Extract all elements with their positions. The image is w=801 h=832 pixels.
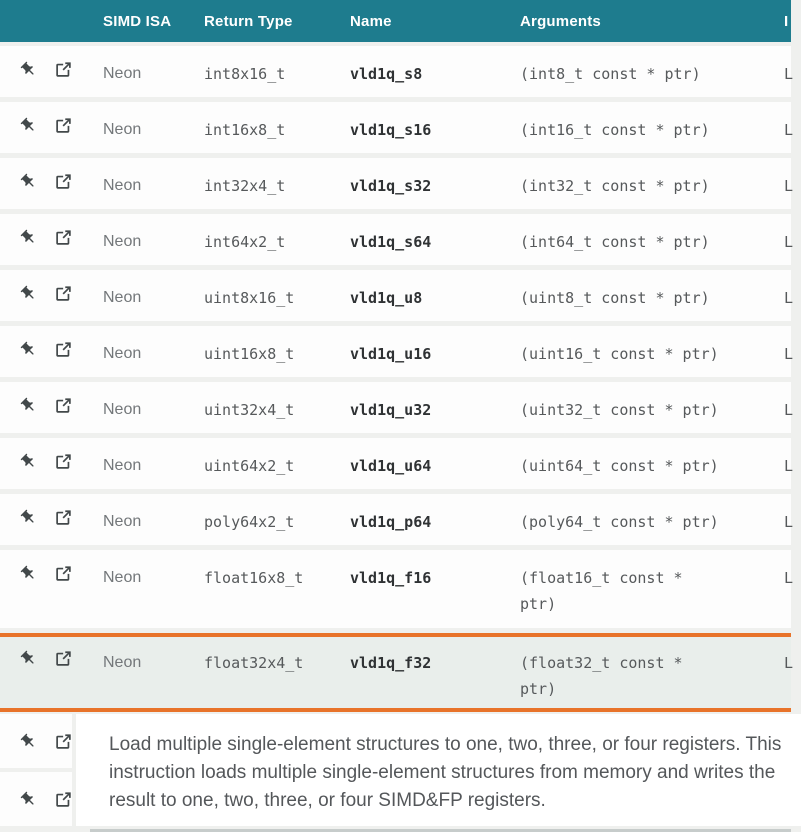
- pin-icon[interactable]: [19, 284, 37, 302]
- arguments-cell: (float16_t const * ptr): [520, 569, 683, 613]
- return-type-cell: int8x16_t: [204, 65, 286, 83]
- column-header-name: Name: [350, 12, 392, 30]
- instruction-cell-partial: L: [784, 401, 794, 419]
- instruction-cell-partial: L: [784, 513, 794, 531]
- arguments-cell: (float32_t const * ptr): [520, 654, 683, 698]
- description-panel: [76, 714, 801, 826]
- row-actions: [0, 438, 103, 470]
- row-actions: [0, 772, 72, 826]
- column-header-return-type: Return Type: [204, 12, 293, 30]
- return-type-cell: poly64x2_t: [204, 513, 295, 531]
- external-link-icon[interactable]: [54, 228, 72, 246]
- pin-icon[interactable]: [19, 396, 37, 414]
- pin-icon[interactable]: [19, 60, 37, 78]
- simd-isa-cell: Neon: [103, 569, 142, 586]
- return-type-cell: uint32x4_t: [204, 401, 295, 419]
- external-link-icon[interactable]: [54, 790, 72, 808]
- pin-icon[interactable]: [19, 172, 37, 190]
- column-header-arguments: Arguments: [520, 12, 601, 30]
- arguments-cell: (uint32_t const * ptr): [520, 401, 719, 419]
- arguments-cell: (int8_t const * ptr): [520, 65, 701, 83]
- row-actions: [0, 550, 103, 582]
- name-cell: vld1q_u32: [350, 401, 432, 419]
- simd-isa-cell: Neon: [103, 65, 142, 82]
- external-link-icon[interactable]: [54, 649, 72, 667]
- arguments-cell: (int64_t const * ptr): [520, 233, 710, 251]
- simd-isa-cell: Neon: [103, 457, 142, 474]
- name-cell: vld1q_s32: [350, 177, 432, 195]
- table-row[interactable]: [0, 102, 794, 153]
- external-link-icon[interactable]: [54, 116, 72, 134]
- detail-icon-column: [0, 714, 72, 826]
- simd-isa-cell: Neon: [103, 233, 142, 250]
- name-cell: vld1q_u8: [350, 289, 423, 307]
- simd-isa-cell: Neon: [103, 121, 142, 138]
- external-link-icon[interactable]: [54, 564, 72, 582]
- simd-isa-cell: Neon: [103, 654, 142, 671]
- instruction-cell-partial: L: [784, 457, 794, 475]
- name-cell: vld1q_f32: [350, 654, 432, 672]
- pin-icon[interactable]: [19, 649, 37, 667]
- pin-icon[interactable]: [19, 790, 37, 808]
- name-cell: vld1q_s8: [350, 65, 423, 83]
- simd-isa-cell: Neon: [103, 177, 142, 194]
- row-actions: [0, 714, 72, 768]
- instruction-cell-partial: L: [784, 569, 794, 587]
- expanded-detail-area: [0, 714, 791, 826]
- external-link-icon[interactable]: [54, 396, 72, 414]
- name-cell: vld1q_u64: [350, 457, 432, 475]
- description-line: instruction loads multiple single-element structures from memory and writes the: [109, 762, 776, 783]
- arguments-cell: (uint16_t const * ptr): [520, 345, 719, 363]
- arguments-cell: (uint8_t const * ptr): [520, 289, 710, 307]
- return-type-cell: uint16x8_t: [204, 345, 295, 363]
- external-link-icon[interactable]: [54, 284, 72, 302]
- external-link-icon[interactable]: [54, 508, 72, 526]
- column-header-instruction-partial: I: [784, 12, 789, 30]
- pin-icon[interactable]: [19, 732, 37, 750]
- table-row[interactable]: [0, 382, 794, 433]
- name-cell: vld1q_s64: [350, 233, 432, 251]
- table-row[interactable]: [0, 326, 794, 377]
- return-type-cell: float16x8_t: [204, 569, 304, 587]
- name-cell: vld1q_u16: [350, 345, 432, 363]
- external-link-icon[interactable]: [54, 60, 72, 78]
- name-cell: vld1q_p64: [350, 513, 432, 531]
- row-actions: [0, 46, 103, 78]
- table-row[interactable]: [0, 46, 794, 97]
- pin-icon[interactable]: [19, 228, 37, 246]
- table-row[interactable]: [0, 270, 794, 321]
- instruction-cell-partial: L: [784, 65, 794, 83]
- return-type-cell: int16x8_t: [204, 121, 286, 139]
- row-actions: [0, 270, 103, 302]
- external-link-icon[interactable]: [54, 172, 72, 190]
- column-header-simd-isa: SIMD ISA: [103, 12, 172, 30]
- return-type-cell: float32x4_t: [204, 654, 304, 672]
- table-row[interactable]: [0, 438, 794, 489]
- row-actions: [0, 158, 103, 190]
- pin-icon[interactable]: [19, 116, 37, 134]
- row-actions: [0, 637, 103, 667]
- simd-isa-cell: Neon: [103, 513, 142, 530]
- arguments-cell: (uint64_t const * ptr): [520, 457, 719, 475]
- external-link-icon[interactable]: [54, 340, 72, 358]
- return-type-cell: uint8x16_t: [204, 289, 295, 307]
- pin-icon[interactable]: [19, 564, 37, 582]
- description-line: result to one, two, three, or four SIMD&FP registers.: [109, 790, 546, 811]
- name-cell: vld1q_f16: [350, 569, 432, 587]
- description-line: Load multiple single-element structures to one, two, three, or four registers. This: [109, 734, 782, 755]
- pin-icon[interactable]: [19, 508, 37, 526]
- instruction-cell-partial: L: [784, 345, 794, 363]
- arguments-cell: (int16_t const * ptr): [520, 121, 710, 139]
- external-link-icon[interactable]: [54, 452, 72, 470]
- instruction-cell-partial: L: [784, 177, 794, 195]
- row-actions: [0, 494, 103, 526]
- table-header: [0, 0, 791, 42]
- table-row[interactable]: [0, 158, 794, 209]
- table-row[interactable]: [0, 494, 794, 545]
- arguments-cell: (int32_t const * ptr): [520, 177, 710, 195]
- table-row[interactable]: [0, 214, 794, 265]
- pin-icon[interactable]: [19, 340, 37, 358]
- simd-isa-cell: Neon: [103, 345, 142, 362]
- arguments-cell: (poly64_t const * ptr): [520, 513, 719, 531]
- row-actions: [0, 214, 103, 246]
- pin-icon[interactable]: [19, 452, 37, 470]
- simd-isa-cell: Neon: [103, 401, 142, 418]
- return-type-cell: uint64x2_t: [204, 457, 295, 475]
- instruction-cell-partial: L: [784, 289, 794, 307]
- external-link-icon[interactable]: [54, 732, 72, 750]
- name-cell: vld1q_s16: [350, 121, 432, 139]
- row-actions: [0, 102, 103, 134]
- return-type-cell: int32x4_t: [204, 177, 286, 195]
- instruction-cell-partial: L: [784, 654, 794, 672]
- simd-isa-cell: Neon: [103, 289, 142, 306]
- row-actions: [0, 326, 103, 358]
- instruction-cell-partial: L: [784, 233, 794, 251]
- table-row[interactable]: [0, 550, 794, 628]
- return-type-cell: int64x2_t: [204, 233, 286, 251]
- instruction-cell-partial: L: [784, 121, 794, 139]
- row-actions: [0, 382, 103, 414]
- table-row-selected[interactable]: [0, 633, 794, 712]
